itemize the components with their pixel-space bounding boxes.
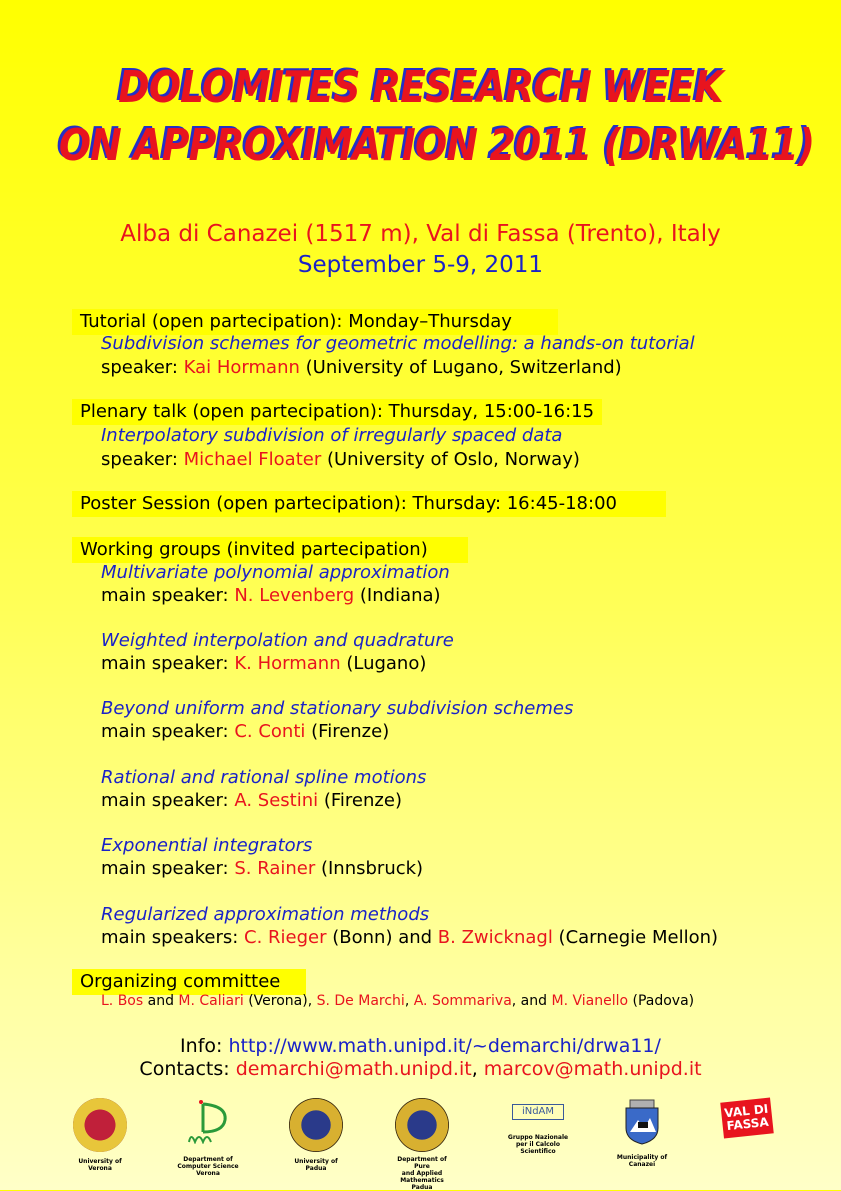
poster-title-line2: ON APPROXIMATION 2011 (DRWA11) [58,120,815,171]
logo-val-di-fassa [722,1100,772,1136]
logo-gncs: iNdAM Gruppo Nazionale per il Calcolo Scientifico [507,1106,569,1155]
cs-verona-logo-icon [181,1098,235,1144]
wg-speaker-line-3: main speaker: A. Sestini (Firenze) [101,790,402,811]
location: Alba di Canazei (1517 m), Val di Fassa (Trento), Italy [120,221,721,247]
wg-topic-5: Regularized approximation methods [101,904,430,925]
poster-session-heading: Poster Session (open partecipation): Thursday: 16:45-18:00 [72,491,666,517]
info-url-link[interactable]: http://www.math.unipd.it/~demarchi/drwa11/ [228,1035,661,1057]
wg-speaker-line-1: main speaker: K. Hormann (Lugano) [101,653,427,674]
math-padua-seal-icon [395,1098,449,1152]
tutorial-topic: Subdivision schemes for geometric modelling: a hands-on tutorial [101,333,695,354]
logo-university-padua: University of Padua [284,1098,348,1172]
wg-topic-0: Multivariate polynomial approximation [101,562,450,583]
wg-topic-1: Weighted interpolation and quadrature [101,630,454,651]
dates: September 5-9, 2011 [297,252,544,278]
val-di-fassa-logo-icon: VAL DI FASSA [720,1097,773,1138]
info-line: Info: http://www.math.unipd.it/~demarchi/drwa11/ [180,1035,661,1057]
plenary-heading: Plenary talk (open partecipation): Thursday, 15:00-16:15 [72,399,602,425]
committee-members: L. Bos and M. Caliari (Verona), S. De Marchi, A. Sommariva, and M. Vianello (Padova) [101,993,695,1009]
wg-speaker-line-0: main speaker: N. Levenberg (Indiana) [101,585,441,606]
verona-seal-icon [73,1098,127,1152]
tutorial-speaker: Kai Hormann [183,357,300,378]
wg-speaker-line-2: main speaker: C. Conti (Firenze) [101,721,390,742]
logo-math-padua: Department of Pure and Applied Mathematics Padua [390,1098,454,1191]
committee-heading: Organizing committee [72,969,306,995]
email-link-marcov[interactable]: marcov@math.unipd.it [483,1058,702,1080]
contacts-line: Contacts: demarchi@math.unipd.it, marcov@math.unipd.it [139,1058,702,1080]
padua-seal-icon [289,1098,343,1152]
tutorial-speaker-line: speaker: Kai Hormann (University of Lugano, Switzerland) [101,357,622,378]
plenary-speaker-line: speaker: Michael Floater (University of Oslo, Norway) [101,449,580,470]
working-groups-heading: Working groups (invited partecipation) [72,537,468,563]
tutorial-heading: Tutorial (open partecipation): Monday–Thursday [72,309,558,335]
plenary-topic: Interpolatory subdivision of irregularly spaced data [101,425,563,446]
wg-speaker-line-5: main speakers: C. Rieger (Bonn) and B. Zwicknagl (Carnegie Mellon) [101,927,719,948]
logo-university-verona: University of Verona [68,1098,132,1172]
plenary-speaker: Michael Floater [183,449,322,470]
logo-municipality-canazei: Municipality of Canazei [610,1098,674,1168]
indam-logo-icon: iNdAM [512,1104,564,1120]
wg-topic-3: Rational and rational spline motions [101,767,427,788]
logo-cs-verona: Department of Computer Science Verona [176,1098,240,1177]
wg-speaker-line-4: main speaker: S. Rainer (Innsbruck) [101,858,424,879]
poster-title-line1: DOLOMITES RESEARCH WEEK [118,62,723,113]
wg-topic-4: Exponential integrators [101,835,313,856]
email-link-demarchi[interactable]: demarchi@math.unipd.it [235,1058,472,1080]
canazei-shield-icon [622,1098,662,1146]
wg-topic-2: Beyond uniform and stationary subdivision schemes [101,698,574,719]
